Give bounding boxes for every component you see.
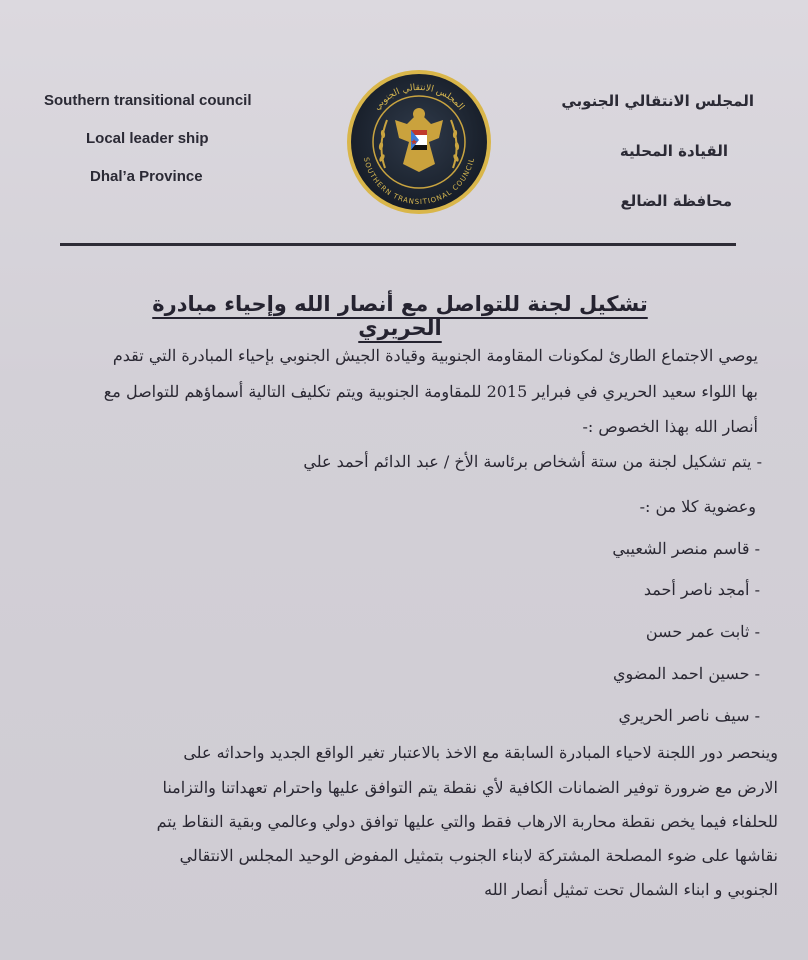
arabic-province: محافظة الضالع [620,192,732,210]
arabic-header [524,92,754,242]
member-item: - قاسم منصر الشعيبي [612,539,760,558]
intro-line: بها اللواء سعيد الحريري في فبراير 2015 للمقاومة الجنوبية ويتم تكليف التالية أسماؤهم للتواصل مع [103,382,758,401]
member-item: - ثابت عمر حسن [645,622,760,641]
member-item: - حسين احمد المضوي [612,664,760,683]
closing-line: الارض مع ضرورة توفير الضمانات الكافية لأي نقطة يتم التوافق عليها واحترام تعهداتنا والتزامنا [162,778,778,797]
english-header [40,92,280,206]
arabic-council-name: المجلس الانتقالي الجنوبي [561,92,754,110]
member-item: - أمجد ناصر أحمد [643,580,760,599]
arabic-leadership: القيادة المحلية [619,142,728,160]
english-province: Dhal’a Province [90,168,203,185]
closing-line: للحلفاء فيما يخص نقطة محاربة الارهاب فقط والتي عليها توافق دولي وعالمي وبقية النقاط يتم [156,812,778,831]
closing-line: وينحصر دور اللجنة لاحياء المبادرة السابقة مع الاخذ بالاعتبار تغير الواقع الجديد واحداثه على [183,743,778,762]
committee-formation: - يتم تشكيل لجنة من ستة أشخاص برئاسة الأخ / عبد الدائم أحمد علي [303,452,762,471]
english-council-name: Southern transitional council [44,92,252,109]
closing-line: نقاشها على ضوء المصلحة المشتركة لابناء الجنوب بتمثيل المفوض الوحيد المجلس الانتقالي [179,846,778,865]
intro-line: يوصي الاجتماع الطارئ لمكونات المقاومة الجنوبية وقيادة الجيش الجنوبي بإحياء المبادرة التي تقدم [112,346,758,365]
english-leadership: Local leader ship [86,130,209,147]
membership-label: وعضوية كلا من :- [639,497,756,516]
document-title: تشكيل لجنة للتواصل مع أنصار الله وإحياء مبادرة الحريري [152,292,648,340]
council-seal-logo [345,68,493,216]
seal-english-ring-text: SOUTHERN TRANSITIONAL COUNCIL [361,156,477,207]
member-item: - سيف ناصر الحريري [618,706,760,725]
seal-arabic-ring-text: المجلس الانتقالي الجنوبي [372,82,466,113]
intro-line: أنصار الله بهذا الخصوص :- [582,417,758,436]
closing-line: الجنوبي و ابناء الشمال تحت تمثيل أنصار الله [484,880,778,899]
header-divider [60,243,736,246]
